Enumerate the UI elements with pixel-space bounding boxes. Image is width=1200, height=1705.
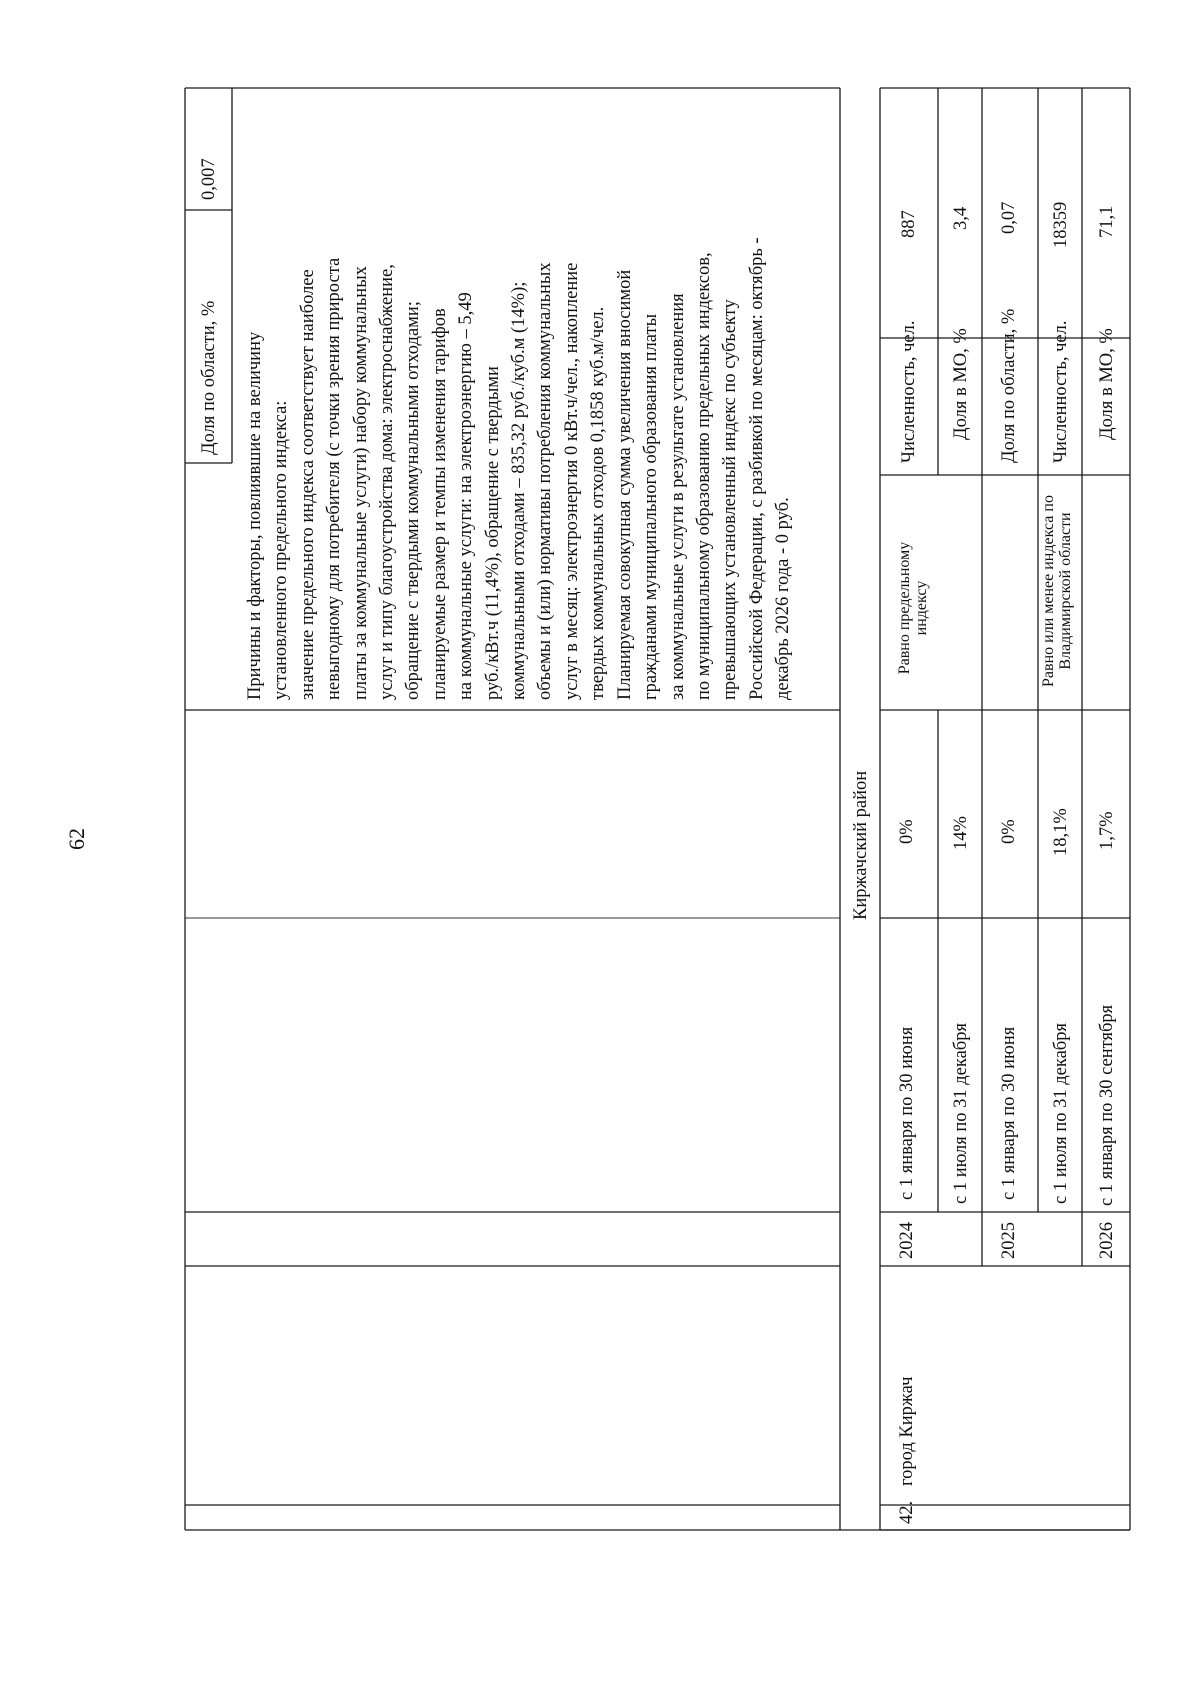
factors-line: коммунальными отходами – 835,32 руб./куб.м (14%); xyxy=(509,281,530,700)
period: с 1 января по 30 июня xyxy=(999,1026,1019,1200)
factors-line: на коммунальные услуги: на электроэнергию – 5,49 xyxy=(456,292,477,700)
prev-share-value: 0,007 xyxy=(199,158,219,200)
period: с 1 января по 30 сентября xyxy=(1097,1004,1117,1206)
factors-line: установленного предельного индекса: xyxy=(271,400,292,700)
period: с 1 января по 30 июня xyxy=(897,1026,917,1200)
indicator-label: Доля в МО, % xyxy=(1097,328,1117,440)
index-value: 0% xyxy=(897,819,917,844)
indicator-value: 0,07 xyxy=(999,201,1019,234)
factors-line: Планируемая совокупная сумма увеличения вносимой xyxy=(614,269,635,700)
factors-line: по муниципальному образованию предельных индексов, xyxy=(693,252,714,700)
municipality-name: город Киржач xyxy=(897,1376,917,1486)
group-label-equal-limit: Равно предельному индексу xyxy=(896,541,930,675)
factors-line: платы за коммунальные услуги) набору коммунальных xyxy=(350,266,371,700)
period: с 1 июля по 31 декабря xyxy=(951,1023,971,1204)
factors-line: объемы и (или) нормативы потребления коммунальных xyxy=(535,262,556,700)
factors-line: гражданами муниципального образования платы xyxy=(641,313,662,700)
period: с 1 июля по 31 декабря xyxy=(1051,1023,1071,1204)
indicator-value: 3,4 xyxy=(951,206,971,230)
factors-line: декабрь 2026 года - 0 руб. xyxy=(773,497,794,700)
factors-line: руб./кВт.ч (11,4%), обращение с твердыми xyxy=(482,366,503,700)
factors-text xyxy=(242,237,797,700)
indicator-value: 887 xyxy=(899,210,919,238)
district-header: Киржачский район xyxy=(851,770,871,920)
indicator-label: Численность, чел. xyxy=(1051,320,1071,463)
year-2026: 2026 xyxy=(1097,1222,1117,1259)
index-value: 18,1% xyxy=(1051,808,1071,856)
factors-line: Российской Федерации, с разбивкой по месяцам: октябрь - xyxy=(746,237,767,700)
indicator-label: Доля в МО, % xyxy=(951,328,971,440)
indicator-value: 71,1 xyxy=(1097,205,1117,238)
page-number: 62 xyxy=(64,828,89,850)
index-value: 0% xyxy=(999,819,1019,844)
factors-line: планируемые размер и темпы изменения тарифов xyxy=(429,308,450,700)
index-value: 14% xyxy=(951,816,971,850)
factors-line: за коммунальные услуги в результате установления xyxy=(667,293,688,700)
factors-line: Причины и факторы, повлиявшие на величину xyxy=(245,331,265,700)
year-2025: 2025 xyxy=(999,1222,1019,1259)
factors-line: услуг в месяц: электроэнергия 0 кВт.ч/чел., накопление xyxy=(561,262,582,700)
factors-line: услуг и типу благоустройства дома: электроснабжение, xyxy=(377,264,398,700)
factors-line: превышающих установленный индекс по субъекту xyxy=(720,299,741,700)
index-value: 1,7% xyxy=(1097,811,1117,850)
factors-line: значение предельного индекса соответствует наиболее xyxy=(297,269,318,700)
indicator-label: Доля по области, % xyxy=(999,308,1019,463)
factors-line: обращение с твердыми коммунальными отходами; xyxy=(403,301,424,700)
indicator-value: 18359 xyxy=(1051,201,1071,248)
row-number: 42. xyxy=(897,1500,917,1524)
factors-line: невыгодному для потребителя (с точки зрения прироста xyxy=(324,257,345,700)
indicator-label: Численность, чел. xyxy=(899,320,919,463)
factors-line: твердых коммунальных отходов 0,1858 куб.м/чел. xyxy=(588,306,609,700)
prev-share-label: Доля по области, % xyxy=(199,300,219,455)
group-label-region-index: Равно или менее индекса по Владимирской области xyxy=(1040,495,1074,687)
year-2024: 2024 xyxy=(897,1222,917,1259)
